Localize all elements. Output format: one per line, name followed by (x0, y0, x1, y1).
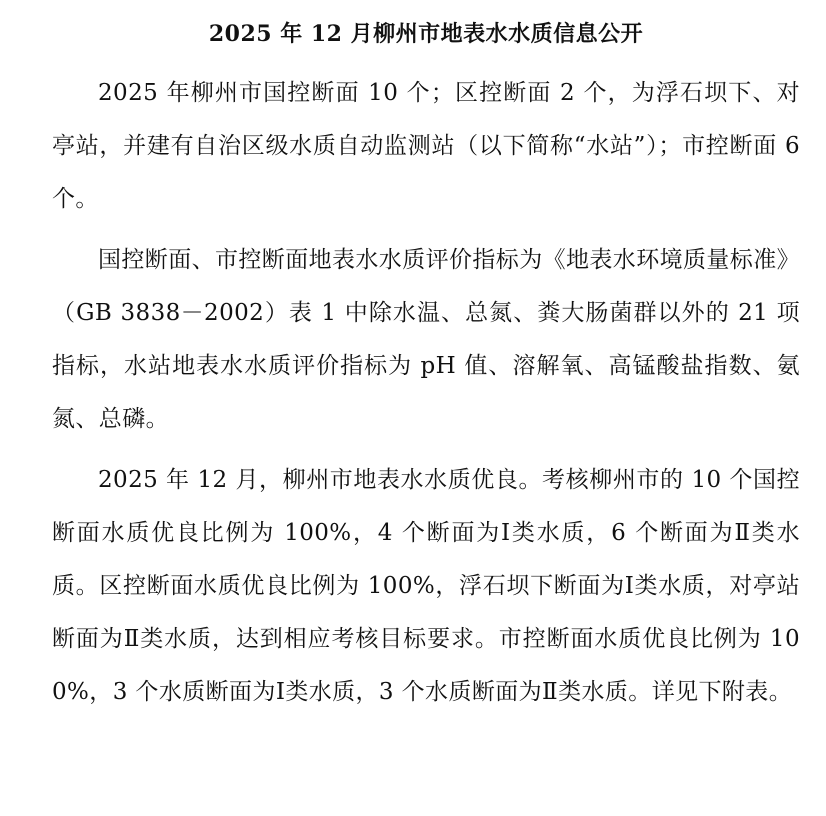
document-page (52, 14, 800, 727)
paragraph-sections-overview: 2025 年柳州市国控断面 10 个；区控断面 2 个，为浮石坝下、对亭站，并建有自治区级水质自动监测站（以下简称“水站”）；市控断面 6 个。 (52, 80, 800, 212)
paragraph-evaluation-indicators: 国控断面、市控断面地表水水质评价指标为《地表水环境质量标准》（GB 3838－2002）表 1 中除水温、总氮、粪大肠菌群以外的 21 项指标，水站地表水水质评价指标为 pH 值、溶解氧、高锰酸盐指数、氨氮、总磷。 (52, 247, 800, 432)
paragraph-water-quality-results: 2025 年 12 月，柳州市地表水水质优良。考核柳州市的 10 个国控断面水质优良比例为 100%，4 个断面为Ⅰ类水质，6 个断面为Ⅱ类水质。区控断面水质优良比例为 100%，浮石坝下断面为Ⅰ类水质，对亭站断面为Ⅱ类水质，达到相应考核目标要求。市控断面水质优良比例为 100%，3 个水质断面为Ⅰ类水质，3 个水质断面为Ⅱ类水质。详见下附表。 (52, 467, 800, 705)
document-title: 2025 年 12 月柳州市地表水水质信息公开 (208, 21, 644, 47)
